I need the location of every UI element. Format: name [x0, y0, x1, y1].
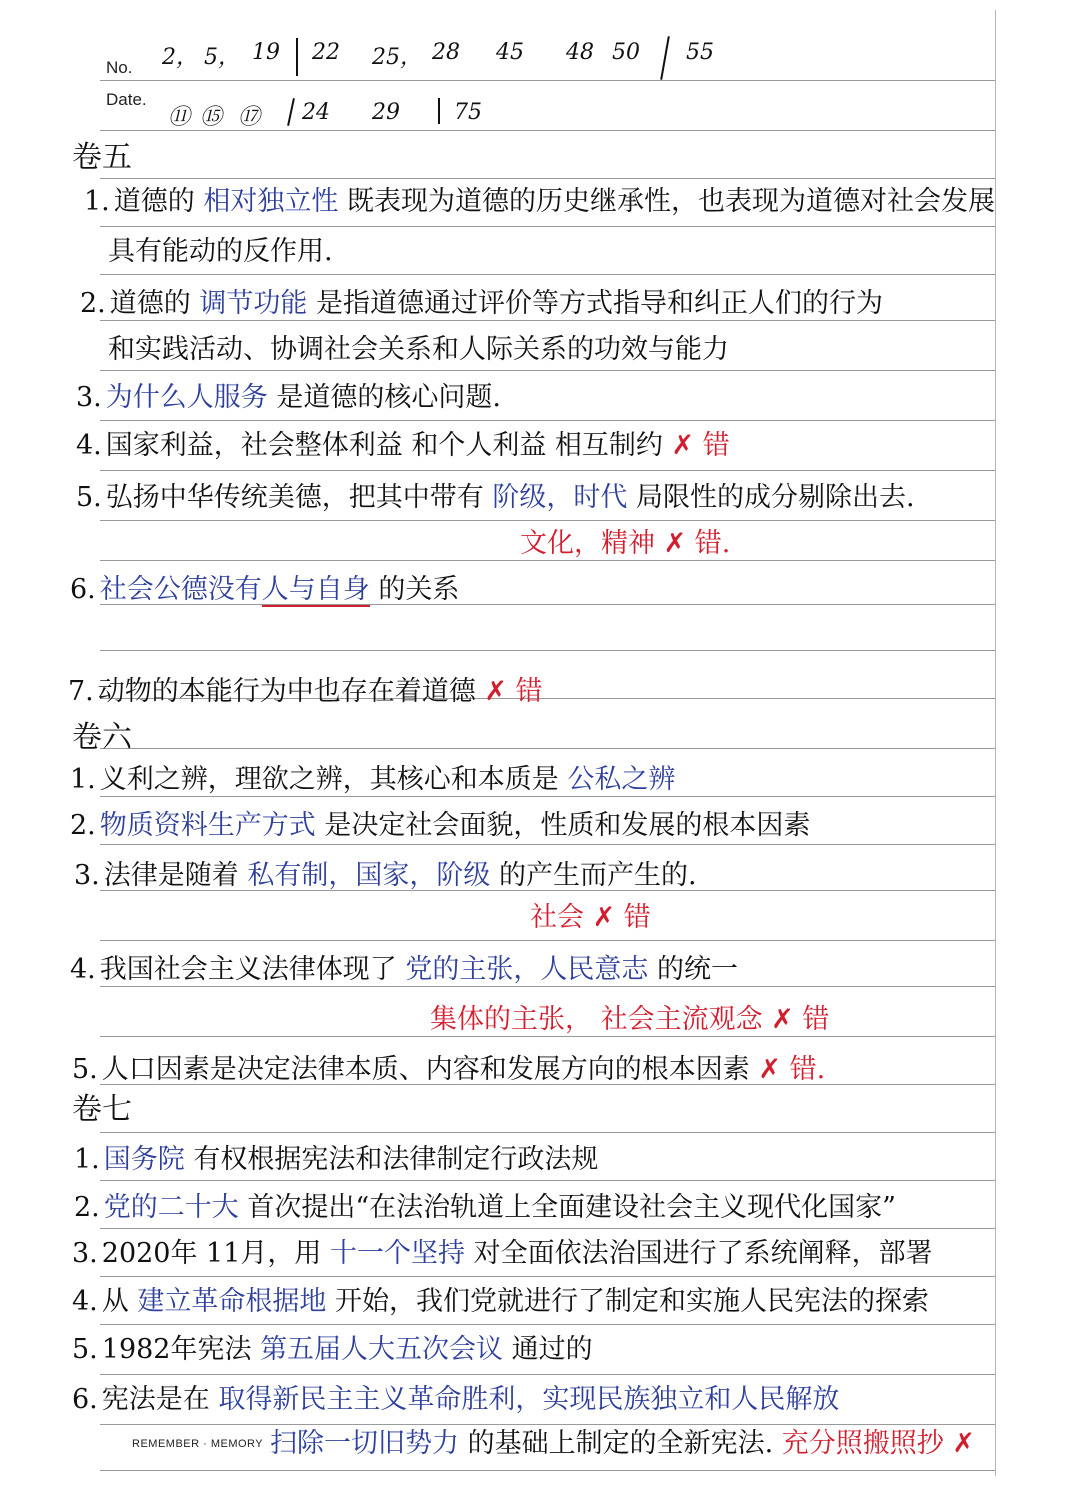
note-line	[74, 1144, 598, 1176]
header-separator	[287, 98, 295, 126]
note-text: 动物的本能行为中也存在着道德	[97, 676, 485, 707]
header-number: 50	[612, 40, 640, 65]
item-number: 2.	[70, 810, 96, 841]
item-number: 6.	[72, 1384, 98, 1415]
header-number: 48	[566, 40, 594, 65]
correction-mark: ✗ 错	[484, 676, 543, 707]
correction-mark: 社会 ✗ 错	[530, 902, 651, 933]
note-text: 是指道德通过评价等方式指导和纠正人们的行为	[307, 288, 883, 319]
note-line	[430, 1004, 829, 1036]
item-number: 1.	[84, 186, 110, 217]
header-separator	[660, 36, 670, 80]
note-line	[108, 236, 333, 268]
section-title: 卷六	[72, 720, 132, 755]
note-text: 义利之辨，理欲之辨，其核心和本质是	[99, 764, 568, 795]
note-line	[76, 430, 730, 462]
key-term: 相对独立性	[203, 186, 339, 217]
note-line	[70, 764, 675, 796]
note-text: 首次提出“在法治轨道上全面建设社会主义现代化国家”	[238, 1192, 896, 1223]
note-text: 的产生而产生的.	[490, 860, 697, 891]
item-number: 4.	[72, 1286, 98, 1317]
item-number: 7.	[68, 676, 94, 707]
note-line	[530, 902, 651, 934]
note-text: 从	[101, 1286, 138, 1317]
key-term: 十一个坚持	[330, 1238, 465, 1269]
correction-mark: 集体的主张， 社会主流观念 ✗ 错	[430, 1004, 830, 1035]
correction-mark: 充分照搬照抄 ✗	[773, 1428, 975, 1459]
note-line	[72, 1384, 839, 1416]
key-term: 党的二十大	[103, 1192, 239, 1223]
header-date: 29	[372, 100, 400, 125]
ruled-line	[100, 1424, 995, 1425]
section-title: 卷五	[72, 140, 132, 175]
header-number: 2，	[162, 45, 198, 70]
note-text: 的基础上制定的全新宪法.	[459, 1428, 774, 1459]
key-term: 私有制，国家，阶级	[247, 860, 491, 891]
key-term: 物质资料生产方式	[99, 810, 316, 841]
header-separator	[296, 38, 298, 76]
note-line	[72, 1334, 593, 1366]
ruled-line	[100, 470, 995, 471]
ruled-line	[100, 1036, 995, 1037]
item-number: 6.	[70, 574, 96, 605]
key-term: 阶级，时代	[492, 482, 628, 513]
note-line	[70, 574, 459, 606]
ruled-line	[100, 986, 995, 987]
item-number: 1.	[74, 1144, 100, 1175]
item-number: 1.	[70, 764, 96, 795]
note-text: 道德的	[113, 186, 204, 217]
note-text: 是决定社会面貌，性质和发展的根本因素	[315, 810, 811, 841]
header-number: 5，	[204, 45, 240, 70]
note-line	[72, 1054, 825, 1086]
ruled-line	[100, 1324, 995, 1325]
key-term: 调节功能	[199, 288, 308, 319]
key-term: 社会公德没有	[99, 574, 262, 605]
note-line	[70, 810, 810, 842]
note-text: 人口因素是决定法律本质、内容和发展方向的根本因素	[101, 1054, 759, 1085]
note-line	[80, 288, 883, 320]
item-number: 3.	[72, 1238, 98, 1269]
note-text: 的关系	[369, 574, 460, 605]
key-term: 公私之辨	[567, 764, 676, 795]
ruled-line	[100, 560, 995, 561]
header-number: 45	[496, 40, 524, 65]
item-number: 3.	[76, 382, 102, 413]
key-term: 为什么人服务	[105, 382, 268, 413]
note-line	[70, 954, 738, 986]
date-label: Date.	[106, 90, 147, 109]
item-number: 4.	[76, 430, 102, 461]
note-text: 是道德的核心问题.	[267, 382, 501, 413]
note-text: 2020年 11月，用	[101, 1238, 330, 1269]
note-text: 既表现为道德的历史继承性，也表现为道德对社会发展	[338, 186, 995, 217]
section-title: 卷七	[72, 1092, 132, 1127]
ruled-line	[100, 796, 995, 797]
correction-mark: 文化，精神 ✗ 错.	[520, 528, 731, 559]
correction-mark: ✗ 错	[671, 430, 730, 461]
item-number: 5.	[76, 482, 102, 513]
ruled-line	[100, 1276, 995, 1277]
key-term: 建立革命根据地	[137, 1286, 327, 1317]
item-number: 5.	[72, 1334, 98, 1365]
item-number: 2.	[74, 1192, 100, 1223]
header-separator	[438, 98, 440, 124]
footer-brand: REMEMBER · MEMORY	[132, 1438, 264, 1450]
note-line	[76, 482, 915, 514]
ruled-line	[100, 420, 995, 421]
note-line	[74, 860, 697, 892]
header-date: 75	[454, 100, 482, 125]
key-term: 扫除一切旧势力	[270, 1428, 459, 1459]
ruled-line	[100, 748, 995, 749]
ruled-line	[100, 370, 995, 371]
note-line	[72, 1238, 933, 1270]
key-term: 第五届人大五次会议	[260, 1334, 504, 1365]
note-text: 国家利益，社会整体利益 和个人利益 相互制约	[105, 430, 672, 461]
note-text: 的统一	[648, 954, 738, 985]
ruled-line	[100, 80, 995, 81]
header-date: ⑪	[168, 105, 191, 130]
ruled-line	[100, 130, 995, 131]
note-text: 局限性的成分剔除出去.	[627, 482, 915, 513]
note-text: 我国社会主义法律体现了	[99, 954, 406, 985]
ruled-line	[100, 178, 995, 179]
header-date: ⑮	[200, 105, 223, 130]
item-number: 2.	[80, 288, 106, 319]
note-line	[68, 676, 543, 708]
underlined-term: 人与自身	[261, 574, 370, 605]
note-text: 开始，我们党就进行了制定和实施人民宪法的探索	[326, 1286, 929, 1317]
no-label: No.	[106, 58, 133, 77]
header-number: 55	[686, 40, 714, 65]
note-line	[108, 334, 729, 366]
note-line	[72, 1286, 929, 1318]
note-line	[520, 528, 730, 560]
note-text: 有权根据宪法和法律制定行政法规	[184, 1144, 599, 1175]
ruled-line	[100, 226, 995, 227]
note-text: 对全面依法治国进行了系统阐释，部署	[465, 1238, 933, 1269]
note-text: 法律是随着	[103, 860, 248, 891]
ruled-line	[100, 650, 995, 651]
ruled-line	[100, 1374, 995, 1375]
key-term: 国务院	[103, 1144, 185, 1175]
correction-mark: ✗ 错.	[758, 1054, 826, 1085]
item-number: 4.	[70, 954, 96, 985]
header-date: 24	[302, 100, 330, 125]
note-line	[74, 1192, 896, 1224]
ruled-line	[100, 520, 995, 521]
ruled-line	[100, 274, 995, 275]
header-number: 22	[312, 40, 340, 65]
header-number: 25，	[372, 45, 422, 70]
key-term: 党的主张，人民意志	[405, 954, 649, 985]
note-text: 弘扬中华传统美德，把其中带有	[105, 482, 493, 513]
header-number: 19	[252, 40, 280, 65]
note-text: 道德的	[109, 288, 200, 319]
note-line	[270, 1428, 975, 1460]
key-term: 取得新民主主义革命胜利，实现民族独立和人民解放	[218, 1384, 840, 1415]
note-line	[76, 382, 501, 414]
header-number: 28	[432, 40, 460, 65]
ruled-line	[100, 320, 995, 321]
ruled-line	[100, 1180, 995, 1181]
ruled-line	[100, 844, 995, 845]
item-number: 3.	[74, 860, 100, 891]
note-text: 通过的	[503, 1334, 593, 1365]
ruled-line	[100, 1228, 995, 1229]
ruled-line	[100, 1470, 995, 1471]
ruled-line	[100, 1132, 995, 1133]
note-text: 宪法是在	[101, 1384, 219, 1415]
header-date: ⑰	[238, 105, 261, 130]
note-line	[84, 186, 995, 218]
note-text: 和实践活动、协调社会关系和人际关系的功效与能力	[108, 334, 729, 365]
page-margin-line	[995, 10, 996, 1476]
item-number: 5.	[72, 1054, 98, 1085]
note-text: 1982年宪法	[101, 1334, 261, 1365]
ruled-line	[100, 940, 995, 941]
note-text: 具有能动的反作用.	[108, 236, 333, 267]
